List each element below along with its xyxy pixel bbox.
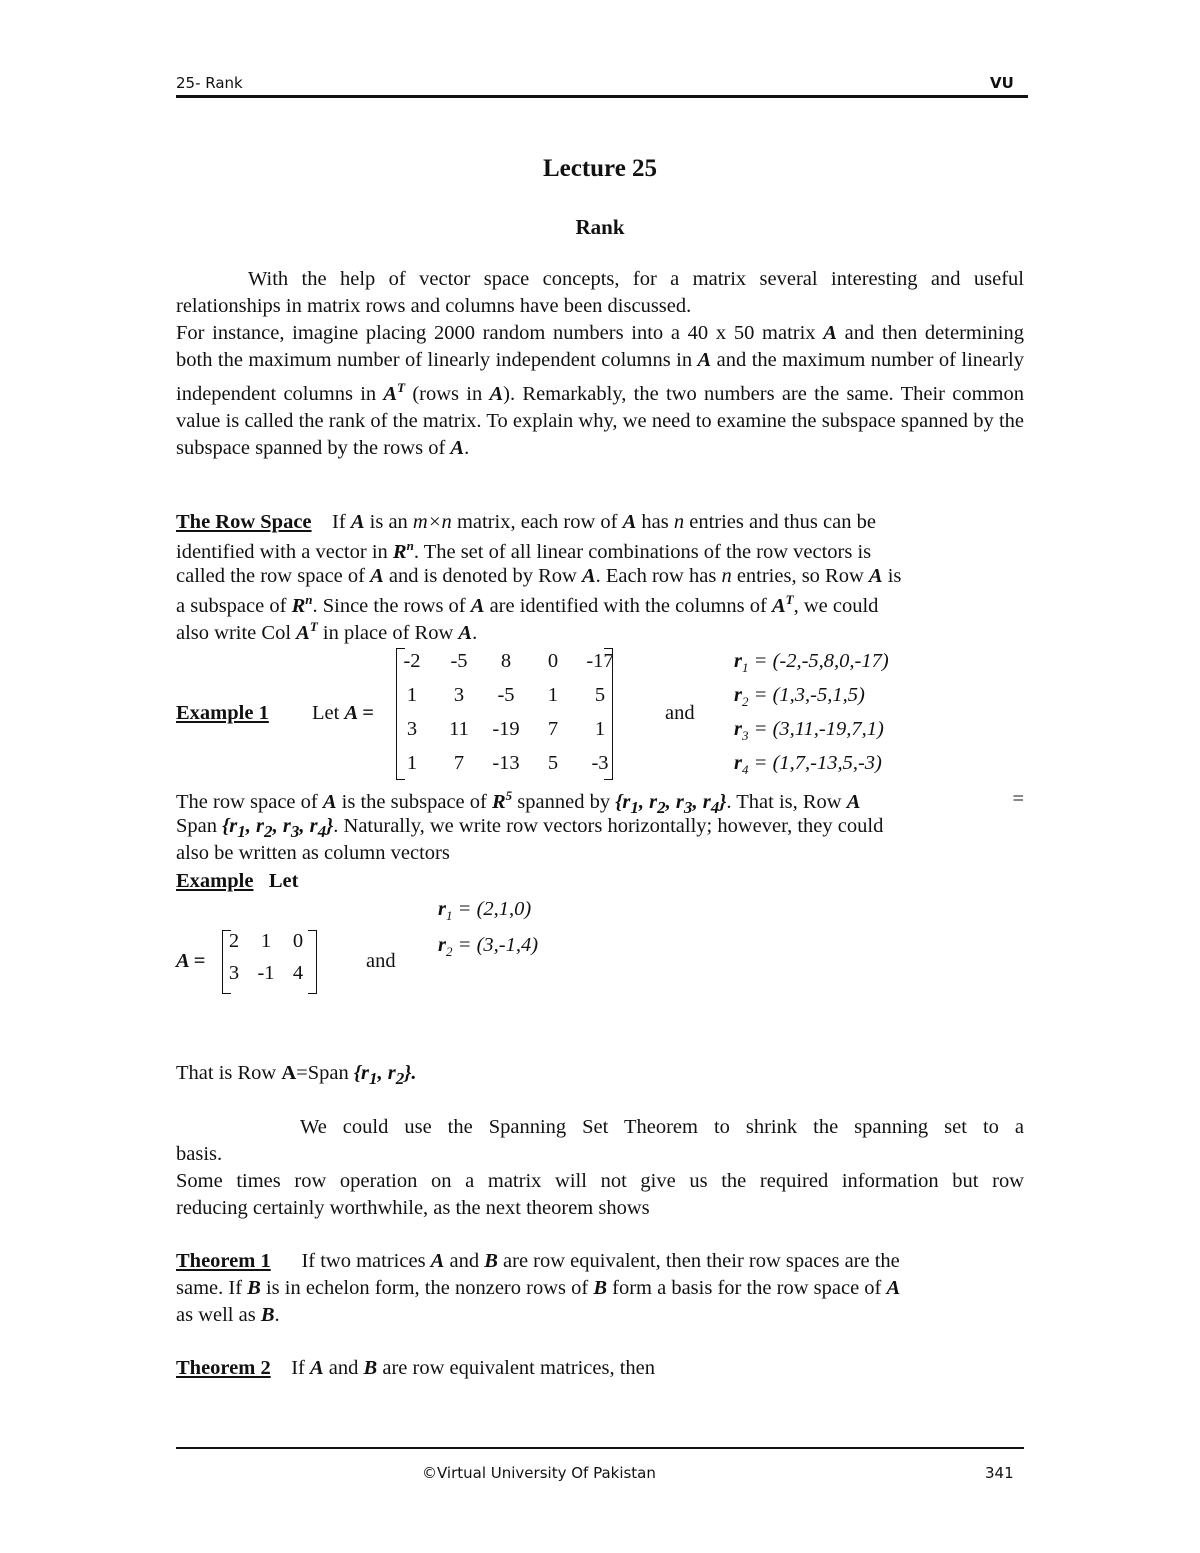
spanning-line-4: reducing certainly worthwhile, as the next theorem shows [176, 1197, 650, 1219]
example1-matrix-cell: 3 [453, 684, 465, 706]
row-vector-label: $r_3 = (3,11,-19,7,1)$ [734, 718, 884, 744]
rowspace-line-2: Span {$r_1$, $r_2$, $r_3$, $r_4$}. Naturally, we write row vectors horizontally; however, they could [176, 815, 884, 842]
theorem1-line-2: same. If B is in echelon form, the nonzero rows of B form a basis for the row space of A [176, 1277, 901, 1299]
example1-matrix-cell: 8 [500, 650, 512, 672]
example1-matrix-cell: 1 [406, 684, 418, 706]
row-space-line-3: called the row space of A and is denoted by Row A. Each row has n entries, so Row A is [176, 565, 902, 587]
theorem1-heading: Theorem 1 [176, 1250, 271, 1272]
example1-matrix-cell: -5 [497, 684, 515, 706]
theorem2-heading: Theorem 2 [176, 1357, 271, 1379]
rowspace-line-3: also be written as column vectors [176, 842, 450, 864]
example1-matrix-cell: 7 [453, 752, 465, 774]
example1-matrix-cell: 1 [406, 752, 418, 774]
example1-matrix-cell: -19 [492, 718, 520, 740]
example2-matrix-cell: 1 [260, 930, 272, 952]
header-left: 25- Rank [176, 74, 243, 92]
intro-line-2: relationships in matrix rows and columns have been discussed. [176, 295, 692, 317]
intro-paragraph: For instance, imagine placing 2000 random numbers into a 40 x 50 matrix A and then determining both the maximum number of linearly independent columns in A and the maximum number of linearly independent columns in $A^T$ (rows in A). Remarkably, the two numbers are the same. Their common value is called the rank of the matrix. To explain why, we need to examine the subspace spanned by the subspace spanned by the rows of A. [176, 322, 1024, 459]
row-vector-label: $r_2 = (3,-1,4)$ [438, 934, 539, 960]
footer-rule [176, 1447, 1024, 1449]
example1-matrix-cell: 0 [547, 650, 559, 672]
header-rule [176, 95, 1028, 98]
page-title: Lecture 25 [542, 155, 658, 182]
example1-matrix-cell: -5 [450, 650, 468, 672]
example2-and: and [366, 950, 396, 972]
example2-heading-line: Example Let [176, 870, 299, 892]
example1-matrix-cell: -17 [586, 650, 614, 672]
example2-matrix-cell: -1 [257, 962, 275, 984]
row-space-line-5: also write Col $A^T$ in place of Row A. [176, 619, 478, 644]
page-number: 341 [985, 1464, 1014, 1482]
example1-matrix-cell: 7 [547, 718, 559, 740]
page-subtitle: Rank [575, 215, 625, 239]
example1-matrix-cell: -3 [591, 752, 609, 774]
spanning-line-2: basis. [176, 1143, 223, 1165]
row-vector-label: $r_1 = (2,1,0)$ [438, 898, 532, 924]
example1-matrix-cell: -13 [492, 752, 520, 774]
example1-matrix-cell: 1 [547, 684, 559, 706]
row-space-line-1: The Row Space If A is an m×n matrix, each row of A has n entries and thus can be [176, 511, 876, 533]
example1-matrix-cell: 1 [594, 718, 606, 740]
theorem1-line-3: as well as B. [176, 1304, 280, 1326]
example2-matrix-cell: 3 [228, 962, 240, 984]
footer-copyright: ©Virtual University Of Pakistan [422, 1464, 656, 1482]
row-vector-label: $r_2 = (1,3,-5,1,5)$ [734, 684, 865, 710]
row-space-line-4: a subspace of $R^n$. Since the rows of A are identified with the columns of $A^T$, we could [176, 592, 879, 617]
header-right: VU [990, 74, 1014, 92]
example1-matrix-cell: -2 [403, 650, 421, 672]
spanning-line-3: Some times row operation on a matrix will not give us the required information but row [176, 1170, 1024, 1192]
example2-matrix-cell: 0 [292, 930, 304, 952]
row-vector-label: $r_4 = (1,7,-13,5,-3)$ [734, 752, 882, 778]
example1-matrix-cell: 3 [406, 718, 418, 740]
theorem2-line: Theorem 2 If A and B are row equivalent matrices, then [176, 1357, 655, 1379]
row-vector-label: $r_1 = (-2,-5,8,0,-17)$ [734, 650, 889, 676]
example1-matrix-cell: 11 [449, 718, 469, 740]
example1-and: and [665, 702, 695, 724]
row-space-heading: The Row Space [176, 511, 312, 533]
example2-matrix-cell: 2 [228, 930, 240, 952]
that-is-line: That is Row A=Span {$r_1$, $r_2$}. [176, 1062, 417, 1089]
example1-let: Let A = [312, 702, 374, 724]
example1-matrix-cell: 5 [547, 752, 559, 774]
theorem1-line-1: Theorem 1 If two matrices A and B are row equivalent, then their row spaces are the [176, 1250, 900, 1272]
intro-line-1: With the help of vector space concepts, for a matrix several interesting and useful [248, 268, 1024, 290]
example2-matrix-cell: 4 [292, 962, 304, 984]
rowspace-line-1: The row space of A is the subspace of $R^5$ spanned by {$r_1$, $r_2$, $r_3$, $r_4$}. That is, Row A = [176, 788, 1024, 817]
row-space-line-2: identified with a vector in $R^n$. The set of all linear combinations of the row vectors is [176, 538, 872, 563]
spanning-line-1: We could use the Spanning Set Theorem to shrink the spanning set to a [300, 1116, 1024, 1138]
example1-matrix-cell: 5 [594, 684, 606, 706]
example1-heading: Example 1 [176, 702, 269, 724]
example2-A-eq: A = [176, 950, 206, 972]
